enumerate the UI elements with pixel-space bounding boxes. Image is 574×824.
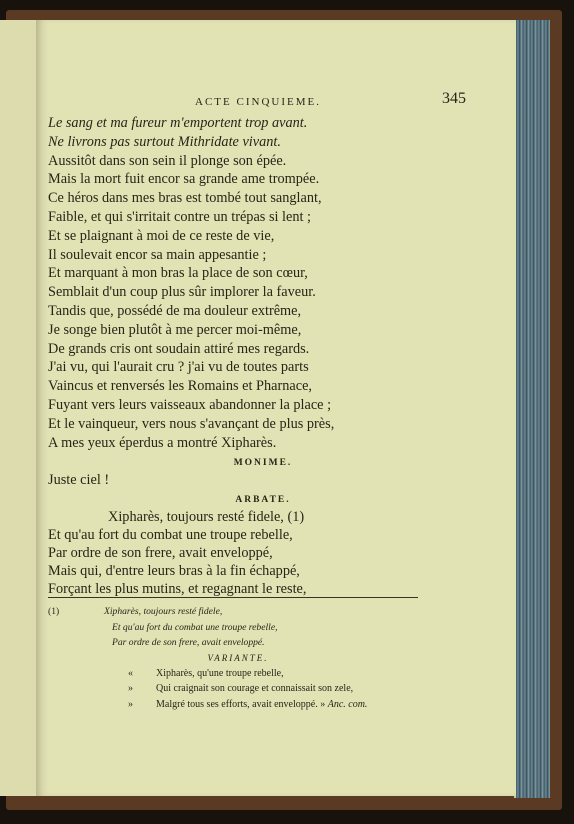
verse-line: Mais qui, d'entre leurs bras à la fin échappé, <box>48 563 300 580</box>
verse-line: De grands cris ont soudain attiré mes regards. <box>48 340 310 357</box>
verse-line: Fuyant vers leurs vaisseaux abandonner la place ; <box>48 396 332 413</box>
verse-line: Et se plaignant à moi de ce reste de vie, <box>48 227 275 244</box>
verse-line: Aussitôt dans son sein il plonge son épée. <box>48 152 287 169</box>
verse-line: Je songe bien plutôt à me percer moi-même, <box>48 321 302 338</box>
verse-line: Semblait d'un coup plus sûr implorer la faveur. <box>48 284 316 301</box>
speaker-name: MONIME. <box>233 458 293 469</box>
variante-heading: VARIANTE. <box>207 652 269 663</box>
verse-line: Tandis que, possédé de ma douleur extrême, <box>48 302 302 319</box>
variante-source: Anc. com. <box>327 699 368 711</box>
verse-line: Juste ciel ! <box>48 472 110 489</box>
page-number: 345 <box>442 90 466 107</box>
footnote-divider <box>48 597 418 598</box>
variante-line <box>48 697 428 713</box>
facing-page-edge <box>0 20 37 796</box>
verse-line: Mais la mort fuit encor sa grande ame trompée. <box>48 171 320 188</box>
speaker-name: ARBATE. <box>235 495 291 506</box>
verse-line: Forçant les plus mutins, et regagnant le reste, <box>48 581 307 598</box>
verse-line: Et le vainqueur, vers nous s'avançant de plus près, <box>48 415 335 432</box>
running-title: ACTE CINQUIEME. <box>195 96 321 108</box>
verse-line: Ce héros dans mes bras est tombé tout sanglant, <box>48 190 322 207</box>
quote-mark: « <box>128 667 133 679</box>
page-edge-marbling <box>514 20 550 798</box>
verse-line: Faible, et qui s'irritait contre un trépas si lent ; <box>48 208 312 225</box>
verse-line: Xipharès, toujours resté fidele, (1) <box>108 509 305 526</box>
quote-mark: » <box>128 699 133 711</box>
verse-line: J'ai vu, qui l'aurait cru ? j'ai vu de toutes parts <box>48 359 309 376</box>
footnote-marker: (1) <box>48 606 60 617</box>
variante-text: Qui craignait son courage et connaissait son zele, <box>156 683 354 695</box>
verse-line: Ne livrons pas surtout Mithridate vivant. <box>48 133 281 150</box>
running-head <box>60 90 466 112</box>
verse-line: Il soulevait encor sa main appesantie ; <box>48 246 267 263</box>
variante-line <box>48 666 428 682</box>
variante-text: Malgré tous ses efforts, avait enveloppé. » <box>156 699 326 711</box>
verse-line: Vaincus et renversés les Romains et Pharnace, <box>48 378 313 395</box>
verse-block <box>48 114 478 598</box>
footnote-line <box>48 604 428 620</box>
verse-line: Et qu'au fort du combat une troupe rebelle, <box>48 527 293 544</box>
footnote-line: Et qu'au fort du combat une troupe rebelle, <box>112 621 278 633</box>
footnote-text: Xipharès, toujours resté fidele, <box>104 606 223 617</box>
footnote-line: Par ordre de son frere, avait enveloppé. <box>112 637 265 648</box>
verse-line: Par ordre de son frere, avait enveloppé, <box>48 545 273 562</box>
quote-mark: » <box>128 683 133 695</box>
footnote-block <box>48 604 428 713</box>
variante-line <box>48 681 428 697</box>
verse-line: Le sang et ma fureur m'emportent trop avant. <box>48 115 308 131</box>
verse-line: Et marquant à mon bras la place de son cœur, <box>48 265 308 282</box>
verse-line: A mes yeux éperdus a montré Xipharès. <box>48 434 277 451</box>
variante-text: Xipharès, qu'une troupe rebelle, <box>156 667 284 679</box>
